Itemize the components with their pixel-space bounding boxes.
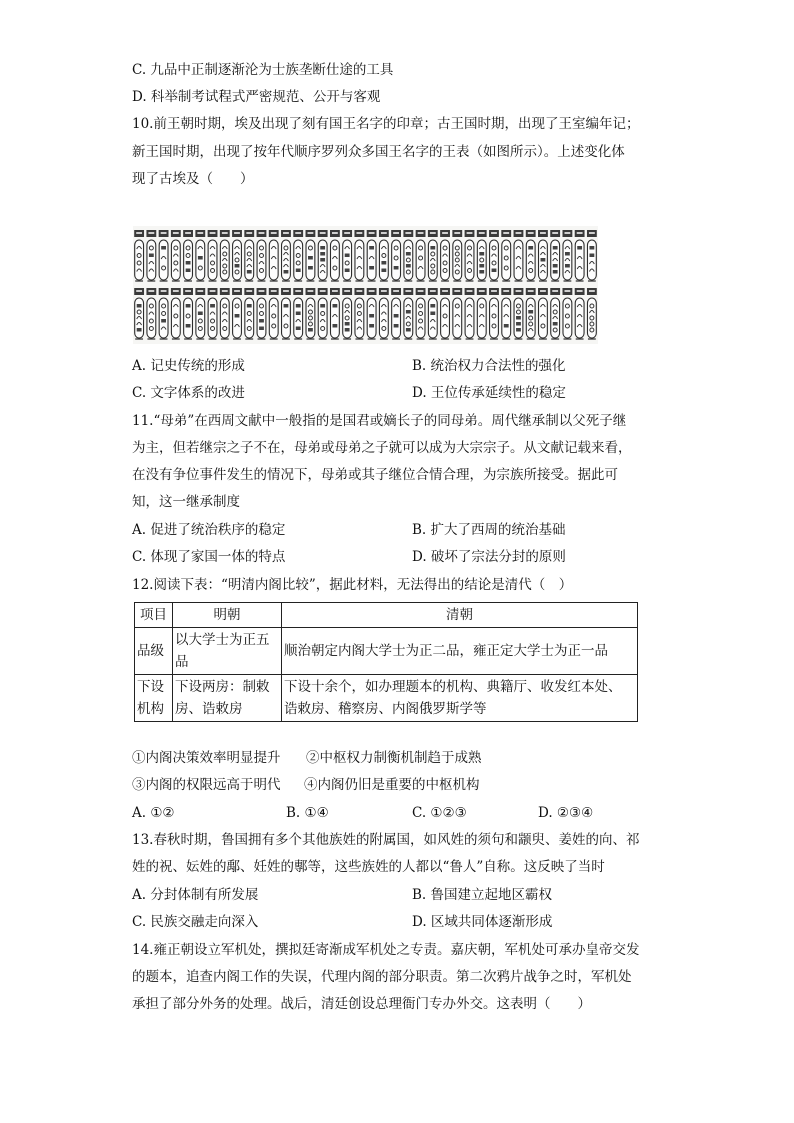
q9-option-c: C. 九品中正制逐渐沦为士族垄断仕途的工具 [132,62,394,78]
row2-qing-line-1: 下设十余个，如办理题本的机构、典籍厅、收发红本处、 [284,679,622,695]
row1-item: 品级 [135,628,173,675]
q13-stem-line-2: 姓的祝、妘姓的鄅、妊姓的鄟等，这些族姓的人都以“鲁人”自称。这反映了当时 [132,859,605,875]
q12-item-3: ③内阁的权限远高于明代 [132,777,281,793]
q13-option-b: B. 鲁国建立起地区霸权 [412,887,553,903]
q11-stem-line-2: 为主，但若继宗之子不在，母弟或母弟之子就可以成为大宗宗子。从文献记载来看， [132,440,632,456]
header-qing: 清朝 [282,603,638,628]
ming-qing-cabinet-table [134,602,638,722]
q11-option-c: C. 体现了家国一体的特点 [132,549,286,565]
q12-option-b: B. ①④ [286,805,329,821]
q11-option-b: B. 扩大了西周的统治基础 [412,522,566,538]
table-row [135,675,638,722]
q10-option-b: B. 统治权力合法性的强化 [412,358,566,374]
row2-item [135,675,173,722]
q10-option-a: A. 记史传统的形成 [132,358,245,374]
q10-option-d: D. 王位传承延续性的稳定 [412,385,566,401]
q10-stem-line-3: 现了古埃及（ ） [132,171,254,187]
q14-stem-line-3: 承担了部分外务的处理。战后，清廷创设总理衙门专办外交。这表明（ ） [132,996,591,1012]
q12-option-c: C. ①②③ [412,805,467,821]
header-ming: 明朝 [173,603,282,628]
q12-item-2: ②中枢权力制衡机制趋于成熟 [306,750,482,766]
q13-stem-line-1: 13.春秋时期，鲁国拥有多个其他族姓的附属国，如风姓的须句和颛臾、姜姓的向、祁 [132,832,640,848]
q12-item-1: ①内阁决策效率明显提升 [132,750,281,766]
table-row [135,628,638,675]
row2-ming-line-2: 房、诰敕房 [175,701,243,717]
q11-option-a: A. 促进了统治秩序的稳定 [132,522,286,538]
row1-ming-line-2: 品 [175,654,189,670]
q9-option-d: D. 科举制考试程式严密规范、公开与客观 [132,89,381,105]
q10-stem-line-2: 新王国时期，出现了按年代顺序罗列众多国王名字的王表（如图所示）。上述变化体 [132,144,625,160]
q14-stem-line-2: 的题本，追查内阁工作的失误，代理内阁的部分职责。第二次鸦片战争之时，军机处 [132,969,632,985]
row2-qing [282,675,638,722]
row2-item-line-1: 下设 [137,679,164,695]
egyptian-king-list-figure [133,226,598,344]
header-item: 项目 [135,603,173,628]
q13-option-c: C. 民族交融走向深入 [132,914,259,930]
q13-option-d: D. 区域共同体逐渐形成 [412,914,553,930]
q11-stem-line-3: 在没有争位事件发生的情况下，母弟或其子继位合情合理，为宗族所接受。据此可 [132,467,618,483]
row2-qing-line-2: 诰敕房、稽察房、内阁俄罗斯学等 [284,701,487,717]
row2-item-line-2: 机构 [137,701,164,717]
q12-option-d: D. ②③④ [538,805,594,821]
q10-stem-line-1: 10.前王朝时期，埃及出现了刻有国王名字的印章；古王国时期，出现了王室编年记； [132,116,640,132]
row2-ming [173,675,282,722]
q12-item-4: ④内阁仍旧是重要的中枢机构 [304,777,480,793]
q12-option-a: A. ①② [132,805,175,821]
table-header-row [135,603,638,628]
q13-option-a: A. 分封体制有所发展 [132,887,259,903]
q14-stem-line-1: 14.雍正朝设立军机处，撰拟廷寄渐成军机处之专责。嘉庆朝，军机处可承办皇帝交发 [132,942,640,958]
q11-stem-line-4: 知，这一继承制度 [132,494,240,510]
row1-ming-line-1: 以大学士为正五 [175,632,270,648]
q12-stem: 12.阅读下表：“明清内阁比较”，据此材料，无法得出的结论是清代（ ） [132,577,573,593]
row1-ming [173,628,282,675]
q11-stem-line-1: 11.“母弟”在西周文献中一般指的是国君或嫡长子的同母弟。周代继承制以父死子继 [132,413,627,429]
q11-option-d: D. 破坏了宗法分封的原则 [412,549,566,565]
q10-option-c: C. 文字体系的改进 [132,385,245,401]
row2-ming-line-1: 下设两房：制敕 [175,679,270,695]
row1-qing: 顺治朝定内阁大学士为正二品，雍正定大学士为正一品 [282,628,638,675]
